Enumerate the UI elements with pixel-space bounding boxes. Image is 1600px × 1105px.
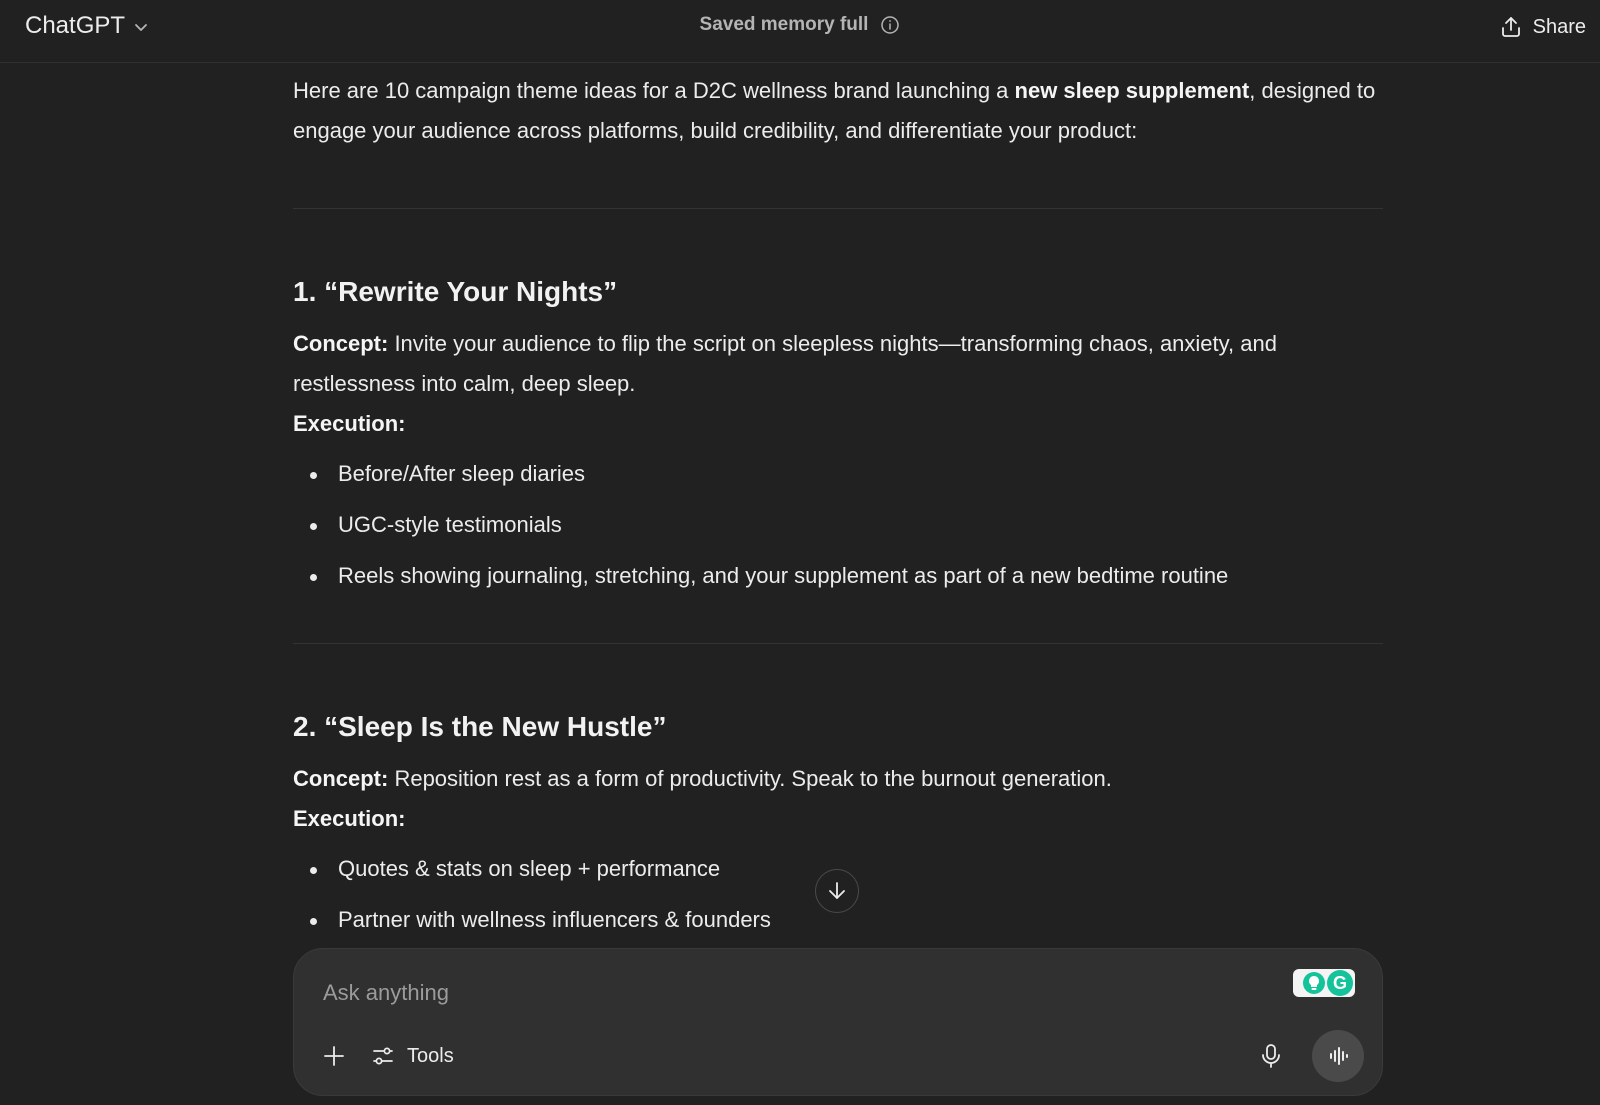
- grammarly-icon: G: [1327, 970, 1353, 996]
- list-item: Reels showing journaling, stretching, and your supplement as part of a new bedtime routine: [293, 556, 1383, 596]
- execution-label-text: Execution:: [293, 411, 406, 436]
- list-item: Quotes & stats on sleep + performance: [293, 849, 1383, 889]
- share-icon: [1499, 15, 1523, 39]
- divider: [293, 208, 1383, 209]
- concept-label: Concept:: [293, 331, 389, 356]
- concept-text: Invite your audience to flip the script on sleepless nights—transforming chaos, anxiety, and restlessness into calm, deep sleep.: [293, 331, 1277, 396]
- concept-label: Concept:: [293, 766, 389, 791]
- list-item: Before/After sleep diaries: [293, 454, 1383, 494]
- prompt-input[interactable]: [323, 975, 1223, 1011]
- section-heading: 2. “Sleep Is the New Hustle”: [293, 711, 667, 742]
- concept-text: Reposition rest as a form of productivity. Speak to the burnout generation.: [388, 766, 1112, 791]
- top-bar: [0, 0, 1600, 63]
- arrow-down-icon: [826, 880, 848, 902]
- sliders-icon: [371, 1044, 395, 1068]
- plus-icon: [322, 1044, 346, 1068]
- model-name: ChatGPT: [25, 12, 126, 39]
- section-heading: 1. “Rewrite Your Nights”: [293, 276, 618, 307]
- execution-label: [293, 404, 1383, 444]
- concept-paragraph: [293, 324, 1383, 404]
- memory-status: [0, 14, 1600, 36]
- divider: [293, 643, 1383, 644]
- concept-paragraph: [293, 759, 1383, 799]
- execution-label-text: Execution:: [293, 806, 406, 831]
- grammarly-widget[interactable]: [1293, 969, 1355, 997]
- composer: [293, 948, 1383, 1096]
- execution-list: [293, 454, 1383, 596]
- info-icon[interactable]: [880, 15, 900, 35]
- intro-text: Here are 10 campaign theme ideas for a D2C wellness brand launching a: [293, 78, 1015, 103]
- scroll-to-bottom-button[interactable]: [815, 869, 859, 913]
- list-item: Partner with wellness influencers & founders: [293, 900, 1383, 940]
- list-item: UGC-style testimonials: [293, 505, 1383, 545]
- tools-label: Tools: [407, 1044, 454, 1067]
- composer-toolbar: [319, 1031, 1364, 1081]
- intro-text-end: , designed to engage your audience across platforms, build credibility, and differentiate your product:: [293, 78, 1376, 143]
- execution-label: [293, 799, 1383, 839]
- microphone-icon: [1260, 1043, 1282, 1069]
- intro-paragraph: [293, 71, 1383, 151]
- memory-status-label: Saved memory full: [699, 14, 869, 35]
- tools-button[interactable]: [371, 1044, 454, 1068]
- voice-mode-button[interactable]: [1312, 1030, 1364, 1082]
- intro-bold-text: new sleep supplement: [1014, 78, 1250, 103]
- share-label: Share: [1532, 15, 1586, 38]
- dictate-button[interactable]: [1256, 1041, 1286, 1071]
- share-button[interactable]: [1499, 12, 1586, 42]
- voice-mode-icon: [1327, 1045, 1349, 1067]
- add-attachment-button[interactable]: [319, 1041, 349, 1071]
- bulb-icon: [1303, 972, 1325, 994]
- assistant-message: [293, 63, 1383, 958]
